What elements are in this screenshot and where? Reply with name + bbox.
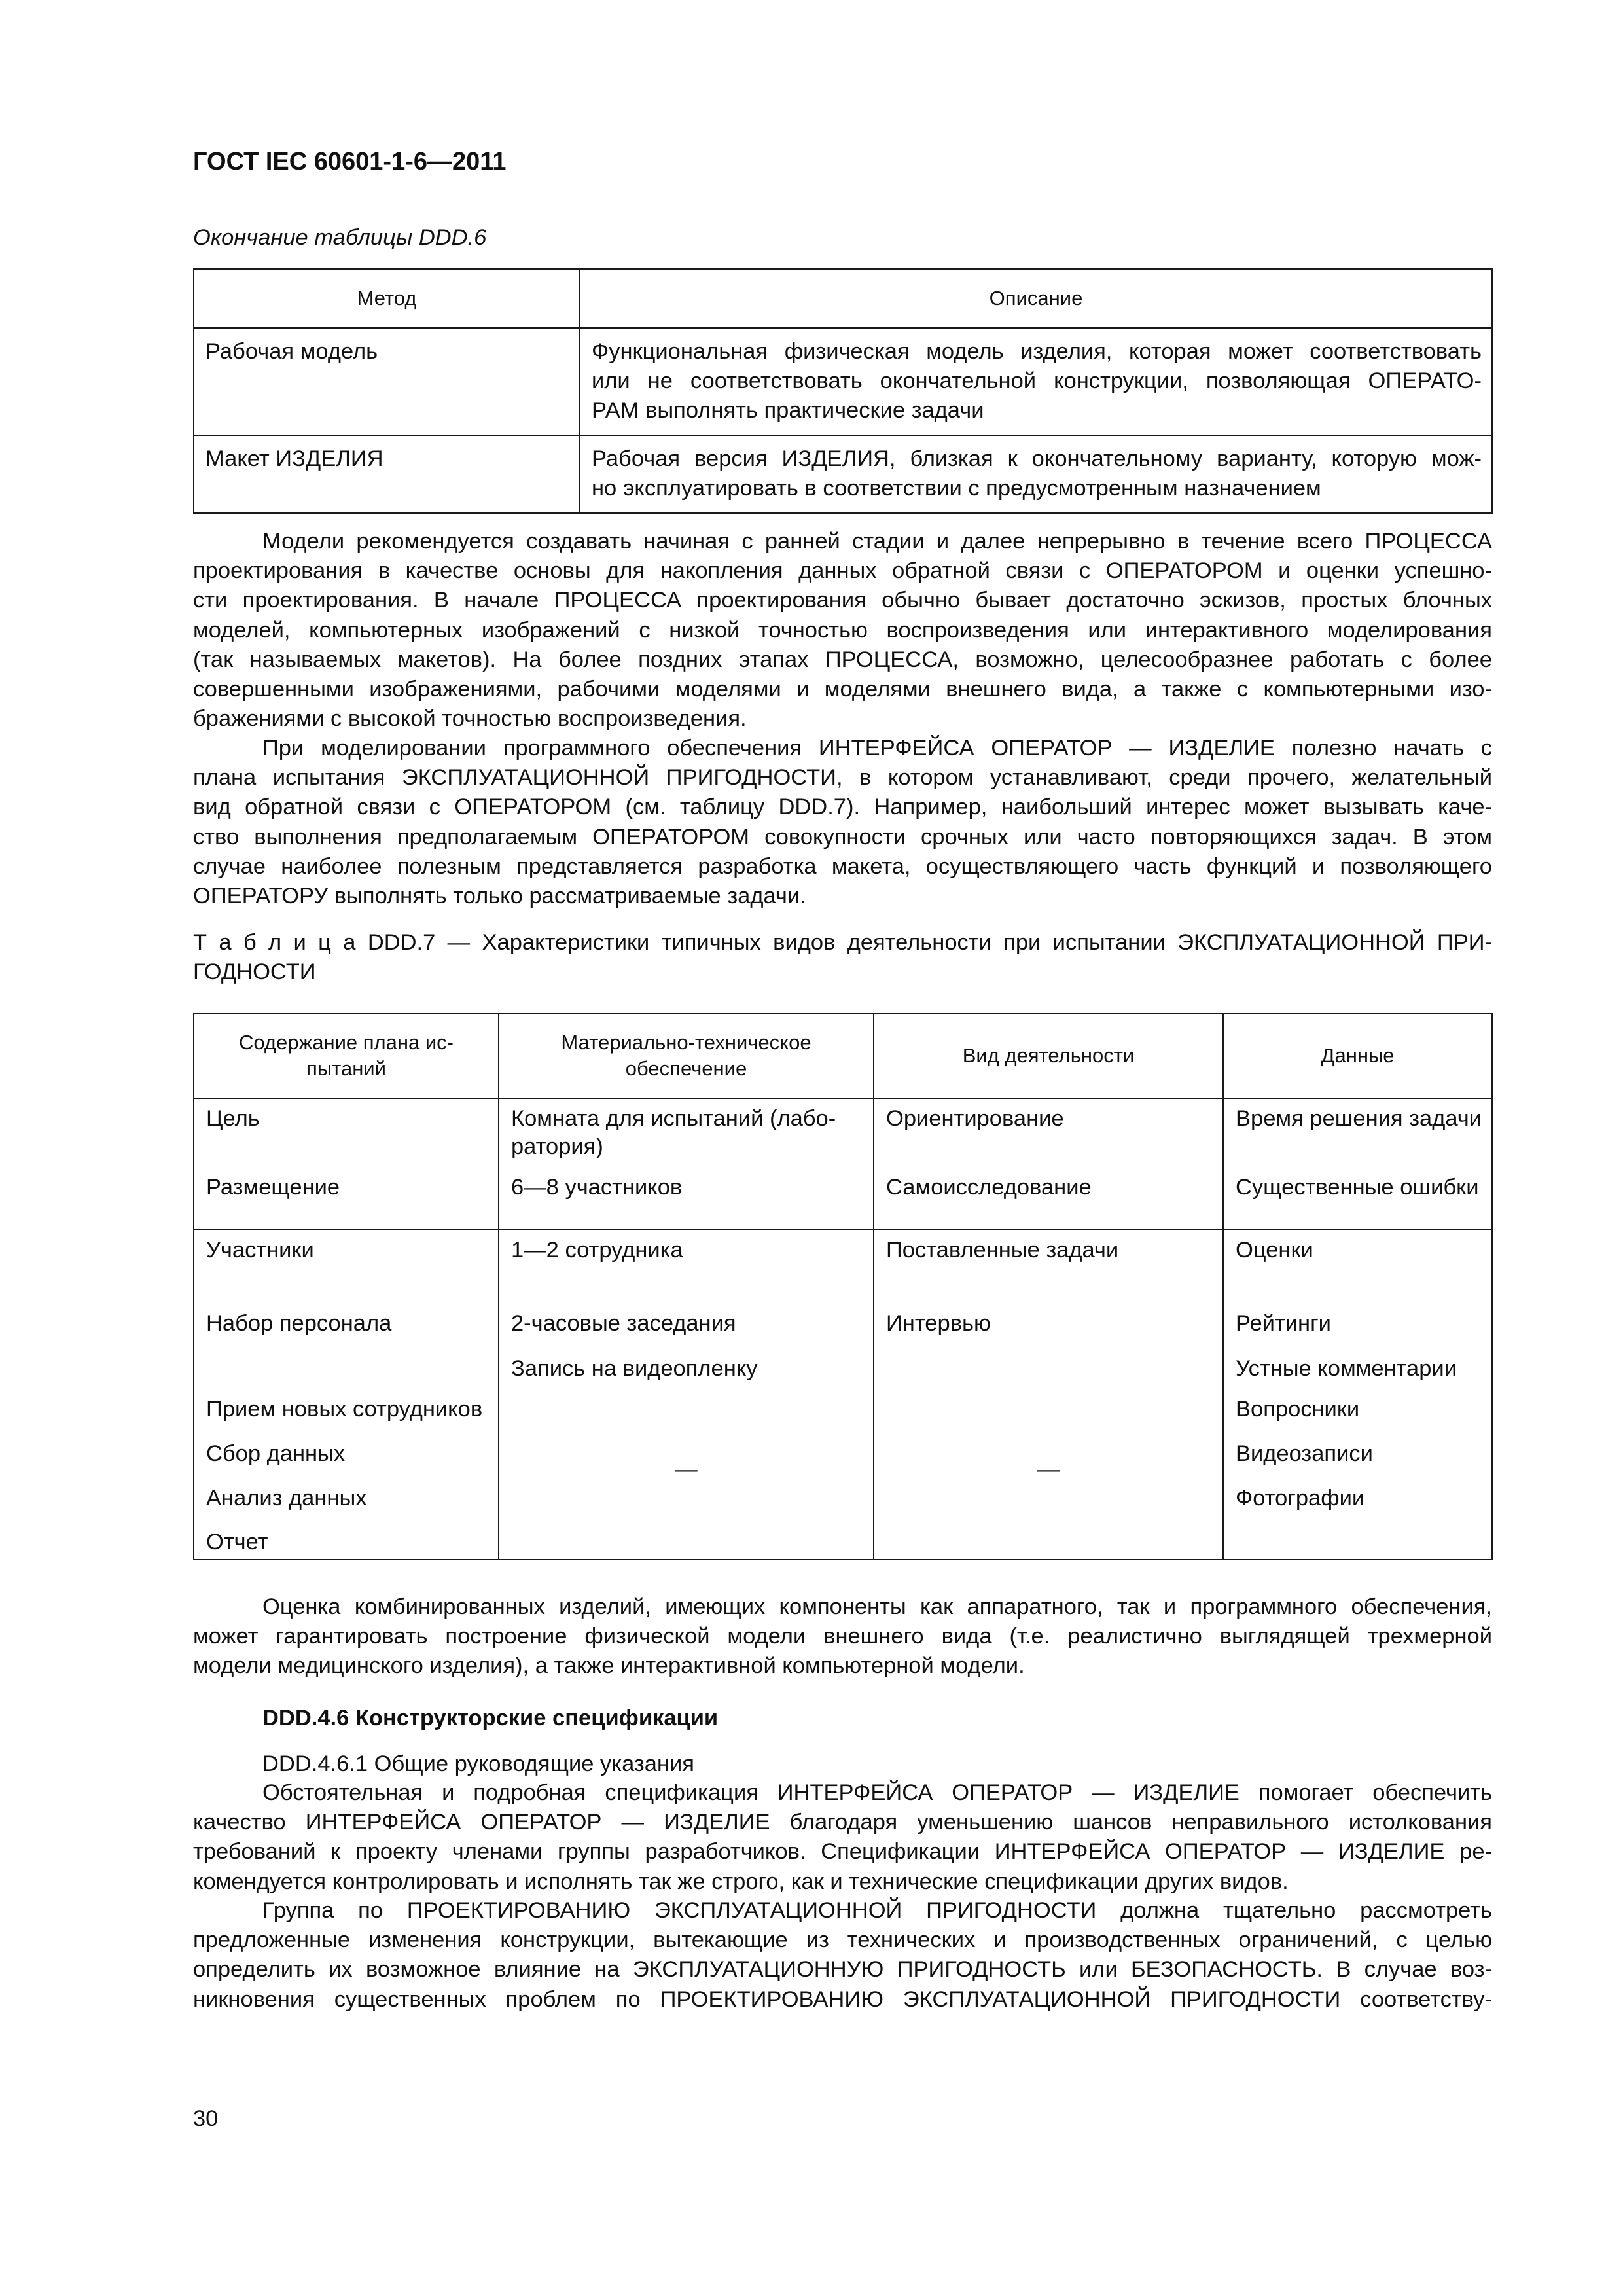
cell-item: Видеозаписи [1236, 1441, 1373, 1466]
description-line: РАМ выполнять практические задачи [592, 398, 984, 423]
table2-title [193, 928, 1492, 987]
cell-item: Сбор данных [206, 1441, 346, 1466]
text-line: проектирования в качестве основы для накопления данных обратной связи с ОПЕРАТОРОМ и оценки успешно- [193, 558, 1492, 584]
text-line: может гарантировать построение физической модели внешнего вида (т.е. реалистично выглядящей трехмерной [193, 1624, 1492, 1649]
description-cell [580, 435, 1492, 513]
plan-content-cell [194, 1229, 499, 1560]
text-line: Оценка комбинированных изделий, имеющих компоненты как аппаратного, так и программного обеспечения, [262, 1594, 1492, 1619]
cell-item: Интервью [886, 1311, 991, 1336]
logistics-cell [499, 1098, 874, 1229]
paragraph-combined-products [193, 1592, 1492, 1681]
column-header-data [1223, 1013, 1492, 1098]
table-row [194, 1229, 1492, 1560]
description-cell [580, 328, 1492, 435]
paragraph-software-modeling [193, 734, 1492, 911]
text-line: плана испытания ЭКСПЛУАТАЦИОННОЙ ПРИГОДНОСТИ, в котором устанавливают, среди прочего, желательный [193, 765, 1492, 791]
column-header-logistics [499, 1013, 874, 1098]
paragraph-design-group [193, 1896, 1492, 2015]
table-header-row [194, 269, 1492, 328]
text-line: ГОДНОСТИ [193, 960, 316, 985]
cell-item: Анализ данных [206, 1486, 367, 1511]
table-row [194, 328, 1492, 435]
table1-caption: Окончание таблицы DDD.6 [193, 225, 487, 250]
table-header-row [194, 1013, 1492, 1098]
text-line: случае наиболее полезным представляется разработка макета, осуществляющего часть функций и позволяющего [193, 853, 1492, 879]
cell-item: Ориентирование [886, 1106, 1064, 1131]
method-name: Макет ИЗДЕЛИЯ [205, 446, 383, 471]
text-line: никновения существенных проблем по ПРОЕКТИРОВАНИЮ ЭКСПЛУАТАЦИОННОЙ ПРИГОДНОСТИ соответству- [193, 1986, 1492, 2012]
cell-item: Участники [206, 1238, 314, 1263]
cell-item: Прием новых сотрудников [206, 1397, 483, 1422]
data-cell [1223, 1098, 1492, 1229]
header-line: Содержание плана ис- [238, 1031, 454, 1054]
header-line: обеспечение [625, 1057, 747, 1080]
section-title: DDD.4.6 Конструкторские спецификации [262, 1706, 719, 1731]
method-cell [194, 328, 580, 435]
page-number: 30 [193, 2106, 219, 2131]
table-title-text: DDD.7 — Характеристики типичных видов деятельности при испытании ЭКСПЛУАТАЦИОННОЙ ПРИ- [367, 930, 1492, 955]
text-line: ство выполнения предполагаемым ОПЕРАТОРОМ совокупности срочных или часто повторяющихся задач. В этом [193, 824, 1492, 850]
text-line: совершенными изображениями, рабочими моделями и моделями внешнего вида, а также с компьютерными изо- [193, 677, 1492, 702]
header-line: Данные [1321, 1044, 1395, 1067]
empty-dash: — [675, 1457, 698, 1482]
text-line [193, 928, 1492, 958]
text-line: Группа по ПРОЕКТИРОВАНИЮ ЭКСПЛУАТАЦИОННОЙ ПРИГОДНОСТИ должна тщательно рассмотреть [262, 1898, 1492, 1923]
description-line: но эксплуатировать в соответствии с предусмотренным назначением [592, 476, 1321, 501]
description-line: Функциональная физическая модель изделия, которая может соответствовать [592, 339, 1482, 364]
data-cell [1223, 1229, 1492, 1560]
text-line: бражениями с высокой точностью воспроизведения. [193, 706, 747, 732]
table-row [194, 435, 1492, 513]
text-line: качество ИНТЕРФЕЙСА ОПЕРАТОР — ИЗДЕЛИЕ благодаря уменьшению шансов неправильного истолкования [193, 1810, 1492, 1835]
text-line: требований к проекту членами группы разработчиков. Спецификации ИНТЕРФЕЙСА ОПЕРАТОР — ИЗДЕЛИЕ ре- [193, 1839, 1492, 1865]
text-line: моделей, компьютерных изображений с низкой точностью воспроизведения или интерактивного моделирования [193, 617, 1492, 643]
column-header-plan-content [194, 1013, 499, 1098]
cell-item: Набор персонала [206, 1311, 392, 1336]
paragraph-specification [193, 1778, 1492, 1897]
cell-item: Цель [206, 1106, 260, 1131]
text-line: Обстоятельная и подробная спецификация ИНТЕРФЕЙСА ОПЕРАТОР — ИЗДЕЛИЕ помогает обеспечить [262, 1780, 1492, 1805]
cell-item: Рейтинги [1236, 1311, 1331, 1336]
table-row [194, 1098, 1492, 1229]
table-label: Т а б л и ц а [193, 930, 356, 955]
cell-item: Запись на видеопленку [511, 1356, 758, 1381]
text-line: Модели рекомендуется создавать начиная с ранней стадии и далее непрерывно в течение всего ПРОЦЕССА [262, 529, 1492, 554]
cell-item: Время решения задачи [1236, 1106, 1482, 1131]
activity-cell [874, 1098, 1223, 1229]
cell-item: 6—8 участников [511, 1175, 683, 1200]
subsection-title: DDD.4.6.1 Общие руководящие указания [262, 1751, 694, 1776]
header-line: Вид деятельности [962, 1044, 1135, 1067]
activity-cell [874, 1229, 1223, 1560]
cell-item: Самоисследование [886, 1175, 1092, 1200]
text-line: ОПЕРАТОРУ выполнять только рассматриваемые задачи. [193, 884, 806, 909]
cell-item: Вопросники [1236, 1397, 1360, 1422]
column-header-method: Метод [194, 269, 580, 328]
cell-item: Устные комментарии [1236, 1356, 1457, 1381]
empty-dash: — [1037, 1457, 1060, 1482]
plan-content-cell [194, 1098, 499, 1229]
text-line: сти проектирования. В начале ПРОЦЕССА проектирования обычно бывает достаточно эскизов, простых блочных [193, 588, 1492, 613]
text-line: модели медицинского изделия), а также интерактивной компьютерной модели. [193, 1653, 1025, 1679]
cell-item: Отчет [206, 1530, 268, 1554]
column-header-activity [874, 1013, 1223, 1098]
description-line: Рабочая версия ИЗДЕЛИЯ, близкая к окончательному варианту, которую мож- [592, 446, 1482, 471]
header-line: Материально-техническое [561, 1031, 812, 1054]
column-header-description: Описание [580, 269, 1492, 328]
text-line: определить их возможное влияние на ЭКСПЛУАТАЦИОННУЮ ПРИГОДНОСТЬ или БЕЗОПАСНОСТЬ. В случае воз- [193, 1957, 1492, 1982]
text-line: предложенные изменения конструкции, вытекающие из технических и производственных ограничений, с целью [193, 1928, 1492, 1953]
table-ddd6-end [193, 268, 1493, 514]
cell-item: Фотографии [1236, 1486, 1365, 1511]
cell-item: ратория) [511, 1134, 603, 1159]
text-line: При моделировании программного обеспечения ИНТЕРФЕЙСА ОПЕРАТОР — ИЗДЕЛИЕ полезно начать с [262, 736, 1492, 761]
cell-item: Размещение [206, 1175, 340, 1200]
text-line: (так называемых макетов). На более поздних этапах ПРОЦЕССА, возможно, целесообразнее работать с более [193, 647, 1492, 672]
table-ddd7 [193, 1013, 1493, 1560]
cell-item: Существенные ошибки [1236, 1175, 1479, 1200]
text-line: комендуется контролировать и исполнять так же строго, как и технические спецификации других видов. [193, 1869, 1289, 1894]
cell-item: Оценки [1236, 1238, 1313, 1263]
method-name: Рабочая модель [205, 339, 378, 364]
description-line: или не соответствовать окончательной конструкции, позволяющая ОПЕРАТО- [592, 368, 1482, 393]
cell-item: 2-часовые заседания [511, 1311, 736, 1336]
method-cell [194, 435, 580, 513]
cell-item: 1—2 сотрудника [511, 1238, 683, 1263]
cell-item: Комната для испытаний (лабо- [511, 1106, 836, 1131]
document-header: ГОСТ IEC 60601-1-6—2011 [193, 148, 507, 175]
logistics-cell [499, 1229, 874, 1560]
text-line: вид обратной связи с ОПЕРАТОРОМ (см. таблицу DDD.7). Например, наибольший интерес может вызывать каче- [193, 795, 1492, 820]
paragraph-models [193, 527, 1492, 734]
cell-item: Поставленные задачи [886, 1238, 1119, 1263]
header-line: пытаний [306, 1057, 386, 1080]
